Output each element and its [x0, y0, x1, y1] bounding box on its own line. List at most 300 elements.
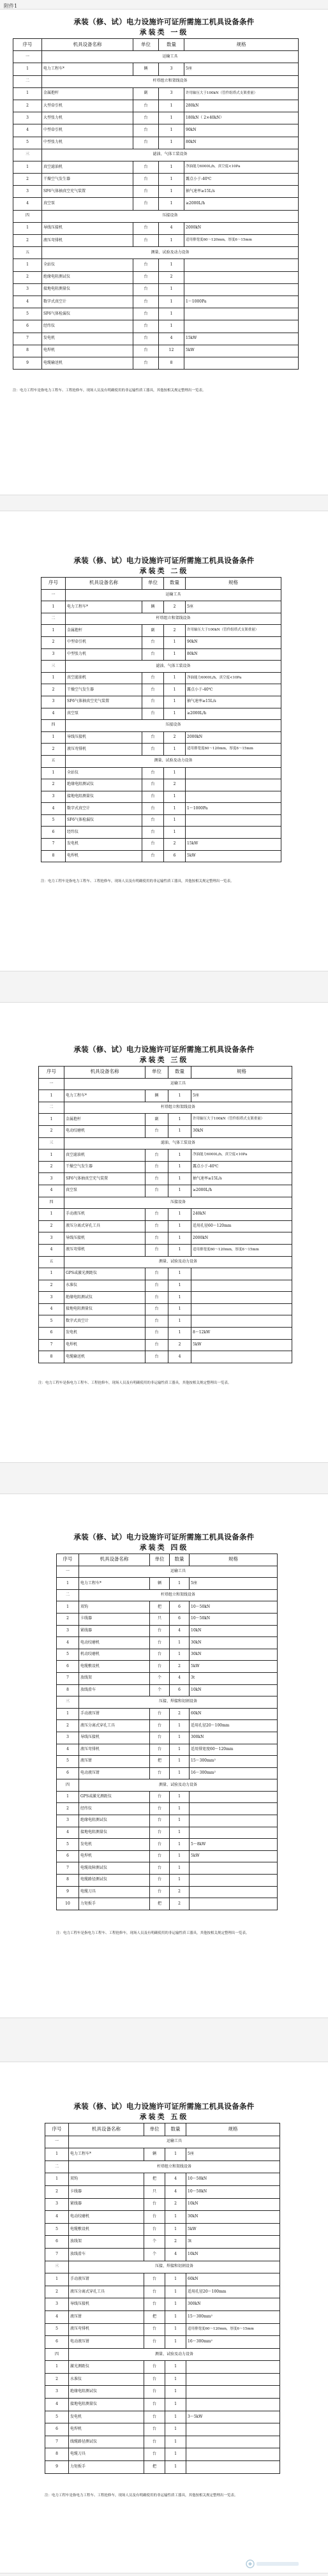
equipment-name: 绝缘电阻测试仪 — [42, 271, 133, 283]
spec: 240kN — [191, 1209, 292, 1221]
section-heading: 滤油、气体工装设备 — [64, 1137, 292, 1149]
equipment-name: 中型牵引机 — [66, 636, 142, 648]
table-row — [13, 63, 299, 75]
spec — [190, 1803, 278, 1815]
table-row — [45, 2160, 280, 2173]
unit: 台 — [133, 161, 159, 173]
unit: 台 — [142, 814, 164, 827]
equipment-name: 真空滤油机 — [66, 672, 142, 684]
section-title: 承装（修、试）电力设施许可证所需施工机具设备条件 — [73, 17, 255, 26]
spec — [190, 1862, 278, 1875]
unit: 台 — [133, 235, 159, 247]
quantity: 1 — [170, 1649, 190, 1661]
unit: 副 — [145, 1114, 168, 1126]
spec: ≥2000L/h — [186, 708, 281, 720]
quantity: 1 — [159, 198, 184, 210]
equipment-name: 金属抱杆 — [42, 87, 133, 100]
equipment-name: 液压弯排机 — [66, 744, 142, 756]
unit: 台 — [144, 2323, 165, 2336]
row-no: 2 — [39, 1125, 64, 1137]
equipment-name: GPS或激光测距仪 — [64, 1268, 145, 1280]
row-no: 9 — [45, 2461, 69, 2474]
equipment-name: 大型张力机 — [42, 112, 133, 124]
equipment-name: 金属抱杆 — [66, 625, 142, 637]
spec: 15kW — [184, 333, 299, 345]
row-no: 3 — [41, 648, 66, 661]
section-heading: 杆塔组立和架线设备 — [66, 613, 281, 625]
row-no: 8 — [45, 2448, 69, 2461]
quantity: 1 — [164, 708, 186, 720]
table-row — [39, 1090, 292, 1102]
header-spec: 规格 — [191, 1067, 292, 1079]
spec — [186, 827, 281, 839]
row-no: 7 — [45, 2436, 69, 2448]
unit: 台 — [133, 112, 159, 124]
equipment-name: 真空滤油机 — [42, 161, 133, 173]
row-no: 1 — [13, 222, 42, 234]
row-no: 2 — [13, 100, 42, 112]
equipment-name: 液压分离式穿孔工具 — [69, 2286, 144, 2298]
table-row — [41, 755, 281, 767]
spec — [190, 1827, 278, 1839]
equipment-name: 发电机 — [69, 2411, 144, 2423]
header-name: 机具设备名称 — [64, 1067, 145, 1079]
spec — [186, 2461, 280, 2474]
section-subtitle — [0, 1542, 328, 1552]
row-no: 5 — [57, 1839, 79, 1851]
equipment-table — [38, 1066, 292, 1363]
quantity: 8 — [159, 357, 184, 369]
quantity: 1 — [170, 1839, 190, 1851]
equipment-name: 电焊机 — [42, 345, 133, 357]
section-heading: 滤油、气体工装设备 — [42, 149, 299, 161]
quantity: 1 — [159, 100, 184, 112]
spec — [191, 1280, 292, 1292]
equipment-name: 液压弯排机 — [42, 235, 133, 247]
spec: 许用轴压大于100kN（管件组塔式支架重量） — [184, 87, 299, 100]
table-row — [39, 1209, 292, 1221]
row-no: 1 — [39, 1149, 64, 1162]
unit: 台 — [150, 1850, 170, 1862]
equipment-table — [13, 38, 299, 370]
unit: 台 — [142, 803, 164, 815]
unit: 台 — [145, 1173, 168, 1185]
table-row — [57, 1803, 278, 1815]
spec: 10kN — [186, 2248, 280, 2261]
row-no: 2 — [45, 2185, 69, 2198]
quantity: 1 — [170, 1803, 190, 1815]
row-no: 5 — [41, 814, 66, 827]
equipment-name: 电力工程车* — [42, 63, 133, 75]
unit: 台 — [145, 1161, 168, 1173]
section-no: 二 — [57, 1589, 79, 1601]
row-no: 3 — [45, 2198, 69, 2211]
equipment-name: 电焊机 — [69, 2423, 144, 2436]
spec: 15～300mm² — [186, 2310, 280, 2323]
table-row — [45, 2273, 280, 2286]
section-subtitle — [0, 2111, 328, 2122]
row-no: 1 — [57, 1601, 79, 1614]
quantity: 2 — [164, 839, 186, 851]
row-no: 8 — [57, 1875, 79, 1887]
table-row — [45, 2399, 280, 2411]
equipment-name: SF6气体抽真空充气装置 — [42, 186, 133, 198]
unit: 台 — [142, 791, 164, 803]
quantity: 1 — [164, 648, 186, 661]
spec: 适用孔径20～100mm — [190, 1720, 278, 1732]
quantity: 2 — [164, 731, 186, 744]
section-no: 一 — [41, 589, 66, 601]
unit: 把 — [150, 1898, 170, 1910]
table-row — [39, 1339, 292, 1351]
section-heading: 压接设备 — [64, 1197, 292, 1209]
spec — [186, 2448, 280, 2461]
table-row — [41, 744, 281, 756]
unit: 台 — [133, 222, 159, 234]
table-row — [41, 708, 281, 720]
quantity: 1 — [164, 791, 186, 803]
quantity: 1 — [170, 1862, 190, 1875]
row-no: 2 — [39, 1161, 64, 1173]
table-row — [45, 2236, 280, 2249]
section-no: 五 — [13, 247, 42, 259]
spec: ≥2000L/h — [191, 1185, 292, 1197]
equipment-name: 液压弯排机 — [79, 1744, 150, 1756]
equipment-name: 紧线器 — [79, 1625, 150, 1637]
equipment-name: 放线滑车 — [79, 1684, 150, 1696]
unit: 台 — [142, 779, 164, 791]
table-row — [45, 2310, 280, 2323]
equipment-name: 电缆输送机 — [42, 357, 133, 369]
quantity: 1 — [164, 672, 186, 684]
row-no: 7 — [41, 839, 66, 851]
spec: 180kN（ 2×40kN） — [184, 112, 299, 124]
row-no: 2 — [41, 684, 66, 696]
quantity: 1 — [165, 2373, 186, 2386]
header-spec: 规格 — [184, 39, 299, 51]
equipment-name: 电动绞磨机 — [79, 1637, 150, 1649]
spec: 抽气速率≥15L/s — [191, 1173, 292, 1185]
spec: 10～50kN — [190, 1613, 278, 1625]
quantity: 1 — [168, 1161, 191, 1173]
unit: 台 — [144, 2273, 165, 2286]
unit: 台 — [145, 1303, 168, 1315]
quantity: 1 — [168, 1232, 191, 1245]
spec: 适用排宽度60～120mm，厚度6～15mm — [186, 744, 281, 756]
unit: 只 — [144, 2185, 165, 2198]
quantity: 1 — [170, 1767, 190, 1779]
table-row — [13, 271, 299, 283]
table-row — [39, 1268, 292, 1280]
table-row — [13, 333, 299, 345]
unit: 台 — [133, 124, 159, 137]
table-row — [45, 2336, 280, 2349]
row-no: 2 — [13, 271, 42, 283]
spec — [186, 2423, 280, 2436]
row-no: 1 — [41, 625, 66, 637]
equipment-name: 导线压接机 — [66, 731, 142, 744]
table-row — [13, 235, 299, 247]
equipment-name: 电动液压钳 — [69, 2336, 144, 2349]
section-no: 四 — [13, 210, 42, 222]
unit: 台 — [142, 731, 164, 744]
table-note: 注：电力工程车是指电力工程车、工程抢修车，现场人员及有明确使用的非运输性质工器具，其他按相关规定整理出一览表。 — [45, 2493, 238, 2497]
table-row — [39, 1173, 292, 1185]
unit: 台 — [145, 1244, 168, 1256]
quantity: 1 — [165, 2286, 186, 2298]
row-no: 3 — [41, 791, 66, 803]
row-no: 1 — [45, 2148, 69, 2161]
unit: 台 — [142, 696, 164, 708]
unit: 台 — [133, 174, 159, 186]
quantity: 4 — [165, 2185, 186, 2198]
table-note: 注：电力工程车是指电力工程车、工程抢修车，现场人员及有明确使用的非运输性质工器具，其他按相关规定整理出一览表。 — [56, 1931, 250, 1935]
spec: 3～5kW — [186, 2411, 280, 2423]
quantity: 1 — [159, 112, 184, 124]
quantity: 1 — [168, 1292, 191, 1304]
unit: 台 — [145, 1268, 168, 1280]
equipment-name: 电焊机 — [66, 850, 142, 862]
header-name: 机具设备名称 — [69, 2123, 144, 2136]
section-title: 承装（修、试）电力设施许可证所需施工机具设备条件 — [73, 556, 255, 565]
table-row — [45, 2323, 280, 2336]
section-title: 承装（修、试）电力设施许可证所需施工机具设备条件 — [73, 1532, 255, 1541]
equipment-name: 真空泵 — [66, 708, 142, 720]
spec — [190, 1886, 278, 1898]
header-spec: 规格 — [186, 578, 281, 590]
unit: 个 — [150, 1684, 170, 1696]
spec: 80kN — [186, 648, 281, 661]
table-row — [13, 100, 299, 112]
table-row — [57, 1815, 278, 1827]
row-no: 1 — [39, 1268, 64, 1280]
section-no: 二 — [41, 613, 66, 625]
subtitle-level: 三级 — [170, 1056, 189, 1064]
equipment-name: 电动绞磨机 — [64, 1125, 145, 1137]
unit: 台 — [145, 1185, 168, 1197]
quantity: 1 — [168, 1185, 191, 1197]
spec — [186, 814, 281, 827]
spec: 5座 — [184, 63, 299, 75]
spec — [186, 779, 281, 791]
unit: 台 — [144, 2386, 165, 2399]
spec — [184, 283, 299, 296]
table-row — [39, 1102, 292, 1114]
equipment-name: 全站仪 — [42, 259, 133, 271]
header-unit: 单位 — [133, 39, 159, 51]
row-no: 5 — [45, 2223, 69, 2236]
row-no: 8 — [41, 850, 66, 862]
quantity: 1 — [168, 1328, 191, 1340]
table-row — [41, 850, 281, 862]
section-heading: 测量、试验及动力设备 — [66, 755, 281, 767]
spec — [186, 2361, 280, 2374]
table-row — [39, 1256, 292, 1268]
row-no: 6 — [39, 1328, 64, 1340]
section-heading: 压接、焊接和切割设备 — [69, 2261, 280, 2273]
table-row — [57, 1601, 278, 1614]
spec: 1～1000Pa — [186, 803, 281, 815]
unit: 台 — [145, 1220, 168, 1232]
unit: 台 — [144, 2411, 165, 2423]
quantity: 1 — [164, 767, 186, 779]
quantity: 1 — [159, 124, 184, 137]
table-row — [41, 720, 281, 732]
equipment-name: 手动液压机 — [64, 1209, 145, 1221]
header-no: 序号 — [57, 1554, 79, 1566]
quantity: 2 — [168, 1339, 191, 1351]
row-no: 6 — [57, 1661, 79, 1673]
quantity: 1 — [164, 827, 186, 839]
quantity: 1 — [164, 814, 186, 827]
table-row — [13, 186, 299, 198]
equipment-name: 液压钳 — [79, 1756, 150, 1768]
equipment-name: 中型张力机 — [66, 648, 142, 661]
unit: 台 — [150, 1637, 170, 1649]
unit: 台 — [133, 186, 159, 198]
quantity: 1 — [168, 1220, 191, 1232]
unit: 辆 — [142, 601, 164, 613]
header-no: 序号 — [45, 2123, 69, 2136]
equipment-name: 接地电阻测量仪 — [64, 1303, 145, 1315]
unit: 只 — [150, 1613, 170, 1625]
equipment-name: 干燥空气发生器 — [66, 684, 142, 696]
table-row — [13, 210, 299, 222]
equipment-name: 真空泵 — [42, 198, 133, 210]
unit: 台 — [142, 744, 164, 756]
unit: 台 — [145, 1339, 168, 1351]
table-row — [57, 1744, 278, 1756]
quantity: 1 — [168, 1114, 191, 1126]
unit: 台 — [142, 684, 164, 696]
unit: 台 — [144, 2198, 165, 2211]
header-no: 序号 — [13, 39, 42, 51]
row-no: 2 — [41, 744, 66, 756]
equipment-name: SF6气体检漏仪 — [42, 308, 133, 320]
unit: 台 — [133, 308, 159, 320]
unit: 台 — [145, 1232, 168, 1245]
quantity: 1 — [165, 2223, 186, 2236]
quantity: 1 — [170, 1815, 190, 1827]
equipment-name: 液压分离式穿孔工具 — [79, 1720, 150, 1732]
header-qty: 数量 — [159, 39, 184, 51]
spec: 抽气速率≥15L/s — [184, 186, 299, 198]
spec: 2000kN — [184, 222, 299, 234]
unit: 台 — [145, 1292, 168, 1304]
table-row — [45, 2248, 280, 2261]
spec: 露点小于-40℃ — [191, 1161, 292, 1173]
equipment-name: 发电机 — [79, 1839, 150, 1851]
section-no: 五 — [41, 755, 66, 767]
row-no: 4 — [45, 2399, 69, 2411]
unit: 台 — [144, 2211, 165, 2224]
table-row — [39, 1078, 292, 1090]
spec: 5kW — [190, 1850, 278, 1862]
row-no: 6 — [41, 827, 66, 839]
equipment-name: 导线压接机 — [42, 222, 133, 234]
row-no: 5 — [13, 308, 42, 320]
equipment-name: 电动液压钳 — [79, 1767, 150, 1779]
quantity: 4 — [170, 1625, 190, 1637]
header-no: 序号 — [41, 578, 66, 590]
unit: 台 — [150, 1815, 170, 1827]
unit: 把 — [144, 2173, 165, 2186]
section-no: 三 — [41, 661, 66, 673]
quantity: 4 — [165, 2248, 186, 2261]
equipment-name: 电力工程车* — [66, 601, 142, 613]
spec: 适用孔径20～100mm — [186, 2286, 280, 2298]
quantity: 1 — [164, 636, 186, 648]
header-no: 序号 — [39, 1067, 64, 1079]
quantity: 1 — [159, 161, 184, 173]
quantity: 1 — [170, 1756, 190, 1768]
row-no: 1 — [57, 1578, 79, 1590]
spec: ≥2000L/h — [184, 198, 299, 210]
table-row — [39, 1244, 292, 1256]
unit: 辆 — [133, 63, 159, 75]
spec: 10～50kN — [186, 2185, 280, 2198]
equipment-name: 接地电阻测量仪 — [69, 2399, 144, 2411]
row-no: 5 — [45, 2323, 69, 2336]
row-no: 7 — [45, 2248, 69, 2261]
unit: 台 — [150, 1649, 170, 1661]
table-row — [39, 1197, 292, 1209]
section-no: 二 — [39, 1102, 64, 1114]
row-no: 3 — [39, 1173, 64, 1185]
section-no: 三 — [13, 149, 42, 161]
table-row — [41, 839, 281, 851]
quantity: 1 — [168, 1244, 191, 1256]
unit: 台 — [145, 1351, 168, 1363]
unit: 台 — [144, 2336, 165, 2349]
spec: 2000kN — [186, 731, 281, 744]
quantity: 1 — [159, 186, 184, 198]
spec: 5座 — [191, 1090, 292, 1102]
unit: 台 — [133, 283, 159, 296]
spec: 许用轴压大于100kN（管件组塔式支架重量） — [191, 1114, 292, 1126]
quantity: 1 — [159, 137, 184, 149]
table-row — [45, 2411, 280, 2423]
row-no: 6 — [45, 2423, 69, 2436]
quantity: 1 — [164, 684, 186, 696]
header-name: 机具设备名称 — [42, 39, 133, 51]
row-no: 1 — [41, 672, 66, 684]
quantity: 1 — [168, 1173, 191, 1185]
row-no: 1 — [39, 1114, 64, 1126]
section-no: 四 — [39, 1197, 64, 1209]
spec: 3t — [186, 2236, 280, 2249]
row-no: 8 — [13, 345, 42, 357]
table-row — [39, 1351, 292, 1363]
spec: 净油能力6000L/h，真空度<10Pa — [184, 161, 299, 173]
equipment-name: 干燥空气发生器 — [64, 1161, 145, 1173]
table-row — [13, 198, 299, 210]
row-no: 2 — [13, 235, 42, 247]
section-no: 一 — [13, 51, 42, 63]
table-row — [39, 1292, 292, 1304]
spec: 60kN — [186, 2273, 280, 2286]
quantity: 1 — [168, 1209, 191, 1221]
section-heading: 杆塔组立和架线设备 — [42, 75, 299, 87]
spec: 10kN — [190, 1625, 278, 1637]
spec: 1～1000Pa — [184, 296, 299, 308]
quantity: 1 — [165, 2461, 186, 2474]
spec — [186, 2373, 280, 2386]
row-no: 1 — [45, 2273, 69, 2286]
quantity: 1 — [159, 320, 184, 333]
spec — [190, 1815, 278, 1827]
table-row — [13, 174, 299, 186]
